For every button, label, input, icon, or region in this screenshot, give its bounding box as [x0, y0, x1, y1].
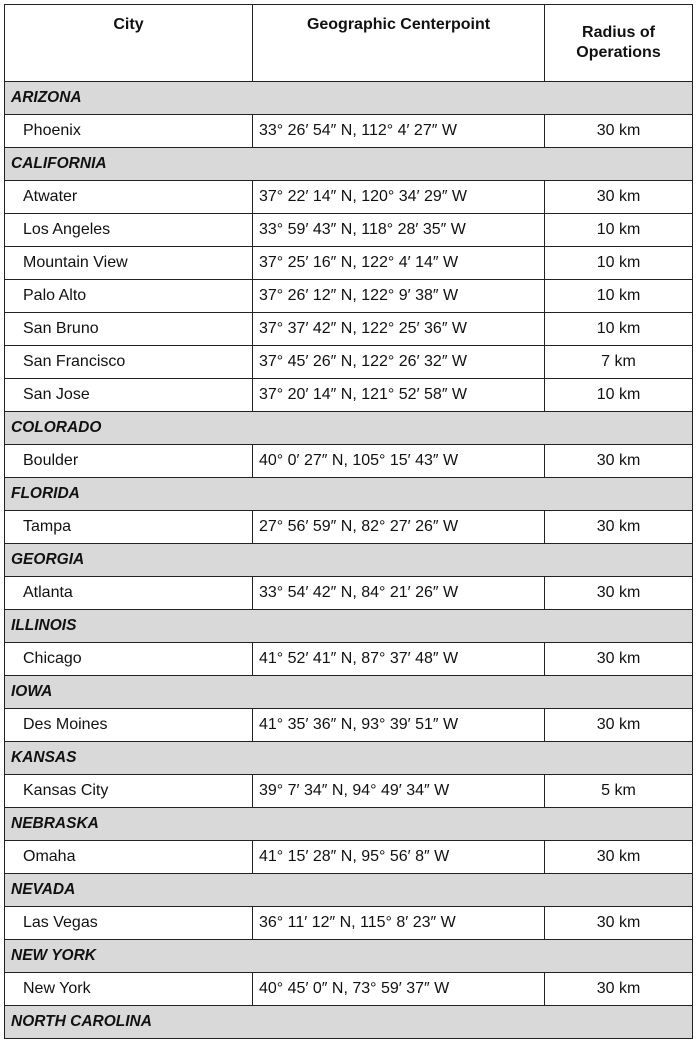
table-row: [5, 907, 693, 940]
table-row: [5, 445, 693, 478]
centerpoint-cell: 37° 20′ 14″ N, 121° 52′ 58″ W: [253, 379, 545, 412]
table-row: [5, 511, 693, 544]
state-row: [5, 412, 693, 445]
table-body: [5, 82, 693, 1039]
city-name: Tampa: [5, 511, 253, 544]
city-name: San Bruno: [5, 313, 253, 346]
radius-cell: 7 km: [545, 346, 693, 379]
centerpoint-cell: 37° 45′ 26″ N, 122° 26′ 32″ W: [253, 346, 545, 379]
centerpoint-cell: 41° 15′ 28″ N, 95° 56′ 8″ W: [253, 841, 545, 874]
centerpoint-cell: 36° 11′ 12″ N, 115° 8′ 23″ W: [253, 907, 545, 940]
state-row: [5, 610, 693, 643]
state-name: FLORIDA: [5, 478, 693, 511]
centerpoint-cell: 27° 56′ 59″ N, 82° 27′ 26″ W: [253, 511, 545, 544]
radius-cell: 30 km: [545, 577, 693, 610]
state-row: [5, 742, 693, 775]
state-name: IOWA: [5, 676, 693, 709]
header-centerpoint-label: Geographic Centerpoint: [306, 16, 491, 33]
operations-table: [4, 4, 693, 1039]
radius-cell: 10 km: [545, 214, 693, 247]
centerpoint-cell: 41° 35′ 36″ N, 93° 39′ 51″ W: [253, 709, 545, 742]
state-name: ILLINOIS: [5, 610, 693, 643]
table-row: [5, 181, 693, 214]
table-row: [5, 643, 693, 676]
city-name: Boulder: [5, 445, 253, 478]
city-name: Mountain View: [5, 247, 253, 280]
city-name: Palo Alto: [5, 280, 253, 313]
radius-cell: 30 km: [545, 907, 693, 940]
city-name: Los Angeles: [5, 214, 253, 247]
table-row: [5, 280, 693, 313]
state-row: [5, 82, 693, 115]
state-row: [5, 148, 693, 181]
city-name: Des Moines: [5, 709, 253, 742]
header-radius-line1: Radius of: [582, 24, 655, 41]
city-name: New York: [5, 973, 253, 1006]
state-name: NORTH CAROLINA: [5, 1006, 693, 1039]
centerpoint-cell: 37° 26′ 12″ N, 122° 9′ 38″ W: [253, 280, 545, 313]
table-header-row: [5, 5, 693, 82]
table-row: [5, 841, 693, 874]
table-row: [5, 577, 693, 610]
state-name: COLORADO: [5, 412, 693, 445]
table-row: [5, 313, 693, 346]
table-row: [5, 973, 693, 1006]
radius-cell: 30 km: [545, 709, 693, 742]
centerpoint-cell: 33° 54′ 42″ N, 84° 21′ 26″ W: [253, 577, 545, 610]
state-row: [5, 874, 693, 907]
radius-cell: 30 km: [545, 841, 693, 874]
centerpoint-cell: 41° 52′ 41″ N, 87° 37′ 48″ W: [253, 643, 545, 676]
city-name: Chicago: [5, 643, 253, 676]
state-row: [5, 676, 693, 709]
state-row: [5, 808, 693, 841]
radius-cell: 30 km: [545, 115, 693, 148]
radius-cell: 30 km: [545, 181, 693, 214]
state-row: [5, 544, 693, 577]
state-name: CALIFORNIA: [5, 148, 693, 181]
radius-cell: 30 km: [545, 511, 693, 544]
header-city-label: City: [113, 16, 144, 33]
header-radius-line2: Operations: [576, 44, 661, 61]
table-row: [5, 709, 693, 742]
centerpoint-cell: 37° 22′ 14″ N, 120° 34′ 29″ W: [253, 181, 545, 214]
city-name: San Francisco: [5, 346, 253, 379]
centerpoint-cell: 33° 26′ 54″ N, 112° 4′ 27″ W: [253, 115, 545, 148]
city-name: Phoenix: [5, 115, 253, 148]
radius-cell: 10 km: [545, 280, 693, 313]
radius-cell: 10 km: [545, 247, 693, 280]
table-row: [5, 775, 693, 808]
state-row: [5, 940, 693, 973]
header-radius: [545, 5, 693, 82]
city-name: Omaha: [5, 841, 253, 874]
city-name: Atlanta: [5, 577, 253, 610]
centerpoint-cell: 37° 37′ 42″ N, 122° 25′ 36″ W: [253, 313, 545, 346]
state-name: NEBRASKA: [5, 808, 693, 841]
state-name: KANSAS: [5, 742, 693, 775]
table-row: [5, 346, 693, 379]
centerpoint-cell: 37° 25′ 16″ N, 122° 4′ 14″ W: [253, 247, 545, 280]
header-city: [5, 5, 253, 82]
city-name: Las Vegas: [5, 907, 253, 940]
table-row: [5, 214, 693, 247]
table-row: [5, 379, 693, 412]
radius-cell: 30 km: [545, 643, 693, 676]
table-row: [5, 115, 693, 148]
radius-cell: 5 km: [545, 775, 693, 808]
city-name: Kansas City: [5, 775, 253, 808]
state-name: ARIZONA: [5, 82, 693, 115]
city-name: San Jose: [5, 379, 253, 412]
centerpoint-cell: 40° 0′ 27″ N, 105° 15′ 43″ W: [253, 445, 545, 478]
radius-cell: 30 km: [545, 973, 693, 1006]
centerpoint-cell: 40° 45′ 0″ N, 73° 59′ 37″ W: [253, 973, 545, 1006]
header-centerpoint: [253, 5, 545, 82]
radius-cell: 10 km: [545, 313, 693, 346]
table-row: [5, 247, 693, 280]
state-row: [5, 1006, 693, 1039]
state-name: GEORGIA: [5, 544, 693, 577]
radius-cell: 10 km: [545, 379, 693, 412]
state-row: [5, 478, 693, 511]
city-name: Atwater: [5, 181, 253, 214]
radius-cell: 30 km: [545, 445, 693, 478]
centerpoint-cell: 33° 59′ 43″ N, 118° 28′ 35″ W: [253, 214, 545, 247]
state-name: NEVADA: [5, 874, 693, 907]
state-name: NEW YORK: [5, 940, 693, 973]
centerpoint-cell: 39° 7′ 34″ N, 94° 49′ 34″ W: [253, 775, 545, 808]
